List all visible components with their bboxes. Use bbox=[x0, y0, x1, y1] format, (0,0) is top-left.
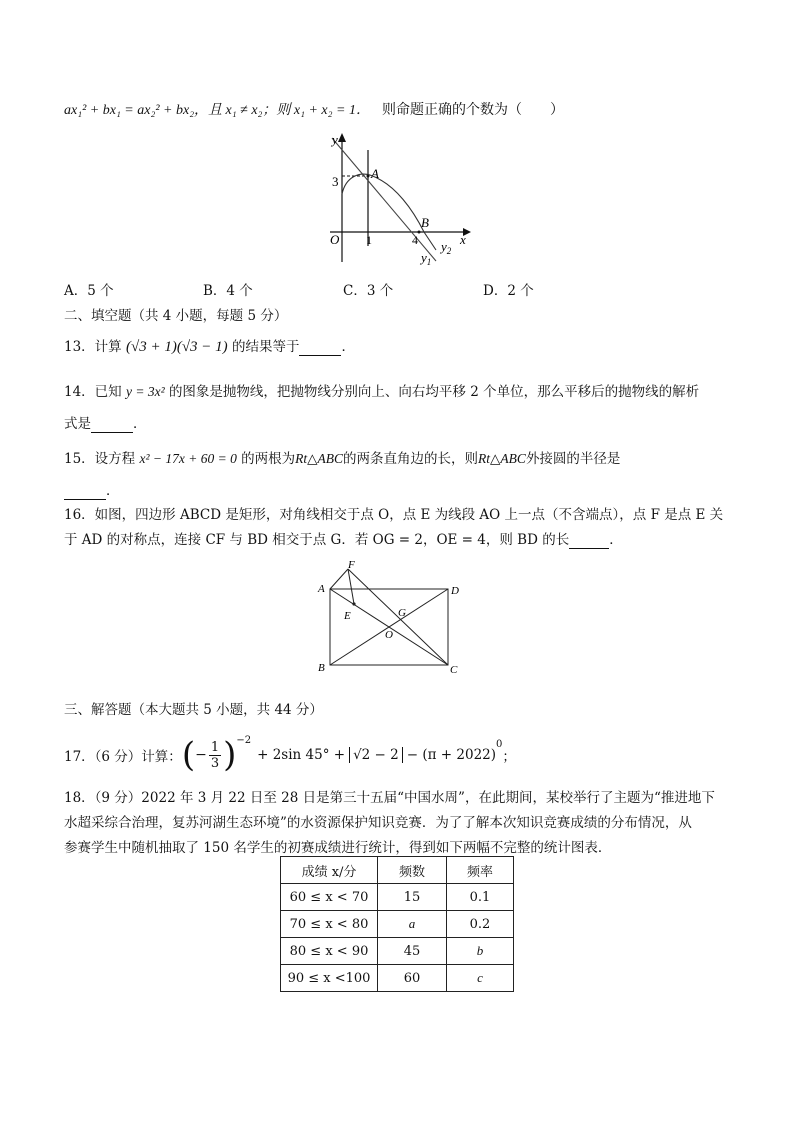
q14-line2: 式是 ． bbox=[64, 416, 147, 432]
fig-label-o: O bbox=[385, 629, 393, 641]
section2-title: 二、填空题（共 4 小题，每题 5 分） bbox=[64, 308, 288, 324]
fig-label-e: E bbox=[344, 610, 351, 622]
table-cell: 60 ≤ x < 70 bbox=[281, 884, 378, 911]
q18-line1: 18．（9 分）2022 年 3 月 22 日至 28 日是第三十五届“中国水周”，在此期间，某校举行了主题为“推进地下 bbox=[64, 790, 715, 806]
fig-label-g: G bbox=[398, 607, 406, 619]
table-cell: 60 bbox=[378, 965, 447, 992]
graph-three-label: 3 bbox=[332, 174, 339, 189]
table-cell: a bbox=[378, 911, 447, 938]
q12-question: 则命题正确的个数为（ ） bbox=[382, 102, 564, 118]
fig-label-b: B bbox=[318, 662, 325, 674]
q16-answer-blank[interactable] bbox=[569, 532, 609, 549]
graph-origin-label: O bbox=[330, 232, 340, 247]
q13-answer-blank[interactable] bbox=[299, 339, 341, 356]
table-cell: 0.2 bbox=[447, 911, 514, 938]
graph-point-b: B bbox=[421, 215, 429, 230]
table-row bbox=[281, 911, 514, 938]
table-cell: b bbox=[447, 938, 514, 965]
q15-line1: 15．设方程 x² − 17x + 60 = 0 的两根为Rt△ABC的两条直角边的长，则Rt△ABC外接圆的半径是 bbox=[64, 451, 621, 467]
q16-line2: 于 AD 的对称点，连接 CF 与 BD 相交于点 G．若 OG = 2，OE = 4，则 BD 的长 ． bbox=[64, 532, 623, 548]
fig-label-a: A bbox=[318, 583, 325, 595]
table-cell: c bbox=[447, 965, 514, 992]
table-row bbox=[281, 965, 514, 992]
table-cell: 90 ≤ x <100 bbox=[281, 965, 378, 992]
fig-label-c: C bbox=[450, 664, 458, 676]
fig-label-d: D bbox=[451, 585, 459, 597]
table-row bbox=[281, 938, 514, 965]
table-header-row bbox=[281, 857, 514, 884]
table-cell: 70 ≤ x < 80 bbox=[281, 911, 378, 938]
table-cell: 80 ≤ x < 90 bbox=[281, 938, 378, 965]
graph-one-label: 1 bbox=[366, 233, 372, 247]
table-cell: 15 bbox=[378, 884, 447, 911]
table-cell: 45 bbox=[378, 938, 447, 965]
q18-line2: 水超采综合治理，复苏河湖生态环境”的水资源保护知识竞赛．为了了解本次知识竞赛成绩的分布情况，从 bbox=[64, 815, 692, 831]
table-header-cell: 频数 bbox=[378, 857, 447, 884]
section3-title: 三、解答题（本大题共 5 小题，共 44 分） bbox=[64, 702, 323, 718]
q15-line2: ． bbox=[64, 479, 120, 500]
q18-line3: 参赛学生中随机抽取了 150 名学生的初赛成绩进行统计，得到如下两幅不完整的统计图表． bbox=[64, 840, 612, 856]
q17: 17．（6 分）计算： ( − $\frac{1}{3}$ ) $^{-2}$ + 2sin 45° + √2 − 2 − (π + 2022) $^0$ ； bbox=[64, 735, 516, 775]
graph-x-label: x bbox=[460, 232, 466, 247]
q12-condition: ax₁² + bx₁ = ax₂² + bx₂，且 x₁ ≠ x₂；则 x₁ + x₂ = 1． bbox=[64, 103, 370, 118]
q15-answer-blank[interactable] bbox=[64, 483, 106, 500]
q12-option-c[interactable]: C．3 个 bbox=[343, 283, 394, 299]
table-header-cell: 频率 bbox=[447, 857, 514, 884]
fig-label-f: F bbox=[348, 560, 355, 571]
q14-answer-blank[interactable] bbox=[91, 416, 133, 433]
frequency-table bbox=[280, 856, 514, 992]
graph-point-a: A bbox=[371, 166, 379, 181]
graph-four-label: 4 bbox=[412, 233, 418, 247]
q12-graph bbox=[318, 128, 474, 268]
table-header-cell: 成绩 x/分 bbox=[281, 857, 378, 884]
q16-line1: 16．如图，四边形 ABCD 是矩形，对角线相交于点 O，点 E 为线段 AO 上一点（不含端点），点 F 是点 E 关 bbox=[64, 507, 724, 523]
graph-y1-label: $y_1$ bbox=[421, 250, 432, 267]
q12-option-d[interactable]: D．2 个 bbox=[483, 283, 534, 299]
q12-option-a[interactable]: A．5 个 bbox=[64, 283, 114, 299]
q14-line1: 14．已知 y = 3x² 的图象是抛物线，把抛物线分别向上、向右均平移 2 个单位，那么平移后的抛物线的解析 bbox=[64, 384, 700, 400]
q16-figure bbox=[310, 560, 470, 678]
table-row bbox=[281, 884, 514, 911]
graph-y2-label: $y_2$ bbox=[441, 239, 452, 256]
q12-option-b[interactable]: B．4 个 bbox=[203, 283, 253, 299]
q13: 13．计算 (√3 + 1)(√3 − 1) 的结果等于 ． bbox=[64, 339, 355, 355]
graph-y-label: y bbox=[332, 132, 338, 147]
table-cell: 0.1 bbox=[447, 884, 514, 911]
